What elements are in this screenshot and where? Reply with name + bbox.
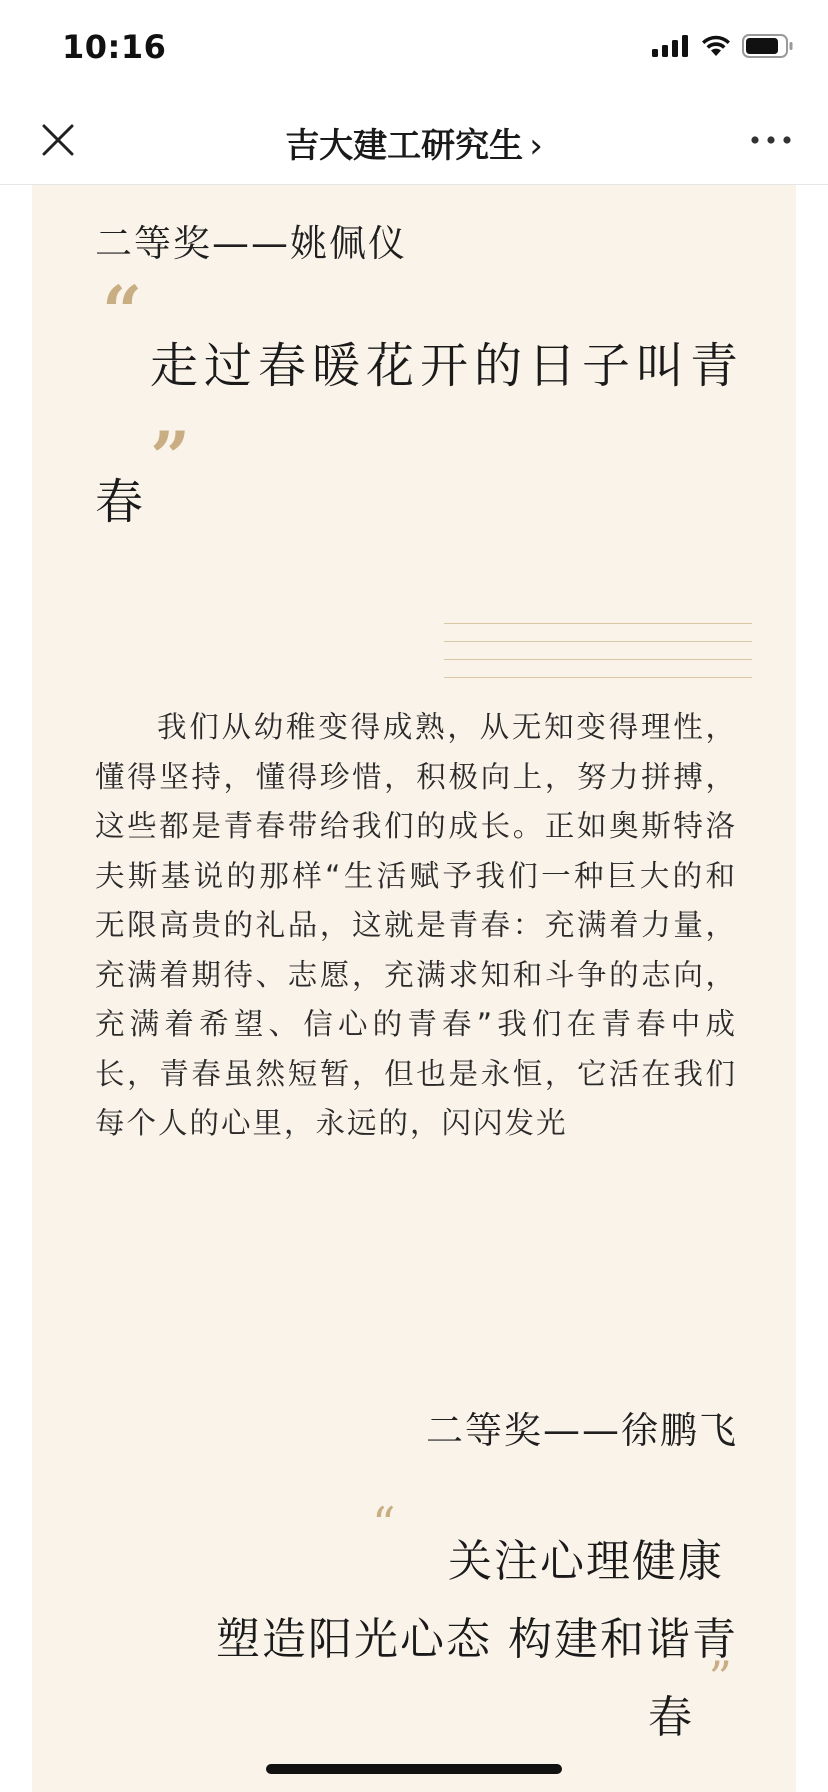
close-quote-mark: ”: [708, 1651, 732, 1705]
battery-icon: [742, 34, 794, 58]
nav-bar: [0, 96, 828, 185]
decorative-lines: [444, 623, 752, 695]
headline-2-line-3: 春: [648, 1692, 692, 1743]
account-name: 吉大建工研究生: [285, 126, 524, 166]
body-paragraph: 我们从幼稚变得成熟，从无知变得理性，懂得坚持，懂得珍惜，积极向上，努力拼搏，这些都是青春带给我们的成长。正如奥斯特洛夫斯基说的那样“生活赋予我们一种巨大的和无限高贵的礼品，这就是青春：充满着力量，充满着期待、志愿，充满求知和斗争的志向，充满着希望、信心的青春”我们在青春中成长，青春虽然短暂，但也是永恒，它活在我们每个人的心里，永远的，闪闪发光: [95, 710, 737, 1140]
headline-1-line-1: 走过春暖花开的日子叫青: [150, 338, 745, 394]
wifi-icon: [700, 34, 732, 58]
open-quote-mark: “: [102, 270, 143, 353]
home-indicator[interactable]: [266, 1764, 562, 1774]
status-icons: [652, 34, 794, 58]
award-title-1: 二等奖——姚佩仪: [95, 222, 407, 265]
article-content: [32, 185, 796, 1792]
open-quote-mark: “: [372, 1497, 396, 1551]
close-quote-mark: ”: [150, 416, 191, 499]
status-bar: [0, 0, 828, 96]
more-icon[interactable]: [750, 130, 792, 150]
award-title-2: 二等奖——徐鹏飞: [426, 1409, 738, 1452]
headline-1-line-2: 春: [95, 474, 144, 530]
headline-2-line-2: 塑造阳光心态 构建和谐青: [216, 1614, 738, 1665]
headline-2-line-1: 关注心理健康: [448, 1536, 724, 1587]
account-title-link[interactable]: [0, 118, 828, 167]
status-time: 10:16: [62, 28, 167, 66]
cellular-signal-icon: [652, 35, 690, 57]
chevron-right-icon: ›: [529, 126, 543, 166]
